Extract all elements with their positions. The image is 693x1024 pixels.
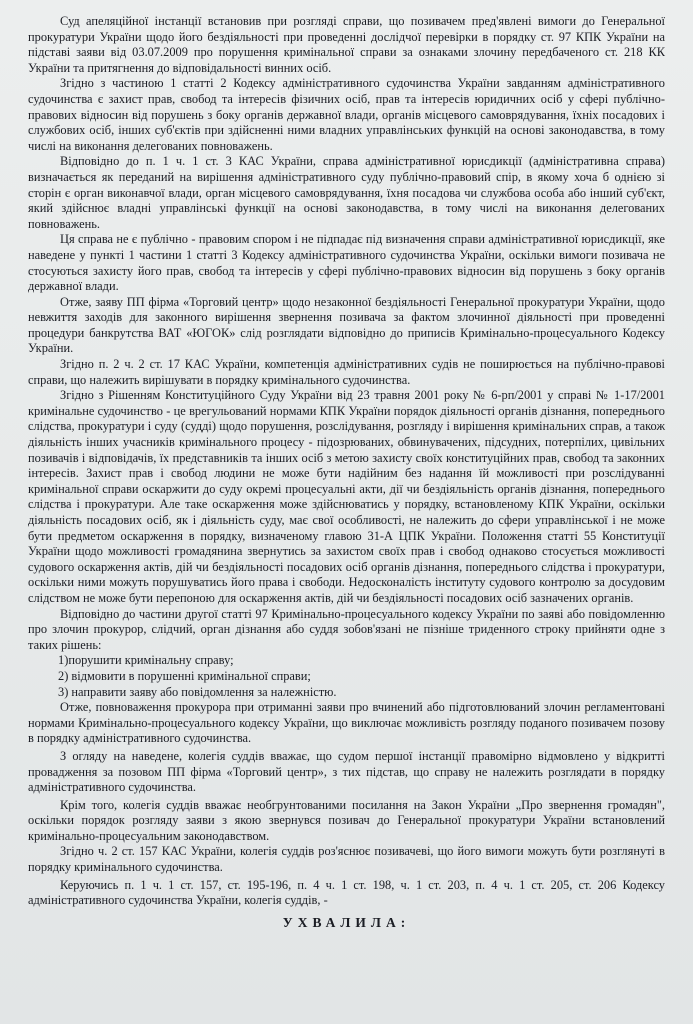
paragraph-first-instance-correct: З огляду на наведене, колегія суддів вважає, що судом першої інстанції правомірно відмовлено у відкритті провадження за позовом ПП фірма «Торговий центр», з тих підстав, що справу не належить розглядати в порядку адміністративного судочинства. — [28, 748, 665, 795]
list-item: 3) направити заяву або повідомлення за належністю. — [58, 684, 337, 699]
paragraph-guided-by: Керуючись п. 1 ч. 1 ст. 157, ст. 195-196, п. 4 ч. 1 ст. 198, ч. 1 ст. 203, п. 4 ч. 1 ст. 205, ст. 206 Кодексу адміністративного судочинства України, колегія суддів, - — [28, 877, 665, 908]
document-body — [28, 14, 665, 930]
paragraph-constitutional-court: Згідно з Рішенням Конституційного Суду України від 23 травня 2001 року № 6-рп/2001 у справі № 1-17/2001 кримінальне судочинство - це врегульований нормами КПК України порядок діяльності органів дізнання, попереднього слідства, прокуратури і суду (судді) щодо порушення, розслідування, розгляду і вирішення кримінальних справ, а також діяльність інших учасників кримінального процесу - підозрюваних, обвинувачених, підсудних, потерпілих, цивільних позивачів і відповідачів, їх представників та інших осіб з метою захисту своїх конституційних прав, свобод та законних інтересів. Захист прав і свобод людини не може бути надійним без надання їй можливості при розслідуванні кримінальної справи оскаржити до суду окремі процесуальні акти, дії чи бездіяльність органів дізнання, попереднього слідства і прокуратури. Але таке оскарження може здійснюватись у порядку, встановленому КПК України, оскільки діяльність посадових осіб, як і діяльність суду, має свої особливості, не належить до сфери управлінської і не може бути предметом оскарження в порядку, визначеному главою 31-А ЦПК України. Положення статті 55 Конституції України щодо можливості громадянина звернутись за захистом своїх прав і свобод однаково стосується можливості судового оскарження актів, дій чи бездіяльності посадових осіб органів дізнання, попереднього слідства і прокуратури, оскільки ними можуть порушуватись його права і свободи. Недосконалість інституту судового контролю за досудовим слідством не може бути перепоною для оскарження актів, дій чи бездіяльності посадових осіб зазначених органів. — [28, 388, 665, 605]
list-item: 1)порушити кримінальну справу; — [58, 653, 234, 668]
paragraph-appeal-findings: Суд апеляційної інстанції встановив при розгляді справи, що позивачем пред'явлені вимоги до Генеральної прокуратури України щодо його бездіяльності при проведенні дослідчої перевірки в порядку ст. 97 КПК України на підставі заяви від 03.07.2009 про порушення кримінальної справи за ознаками злочину передбаченого ст. 218 КК України та притягнення до відповідальності винних осіб. — [28, 14, 665, 75]
paragraph-citizens-appeals-law: Крім того, колегія суддів вважає необгрунтованими посилання на Закон України „Про звернення громадян", оскільки порядок розгляду заяви з якою звернувся позивач до Генеральної прокуратури України встановлений кримінально-процесуальним законодавством. — [28, 797, 665, 843]
list-item: 2) відмовити в порушенні кримінальної справи; — [58, 668, 311, 683]
paragraph-kas-article-2: Згідно з частиною 1 статті 2 Кодексу адміністративного судочинства України завданням адміністративного судочинства є захист прав, свобод та інтересів фізичних осіб, прав та інтересів юридичних осіб у сфері публічно-правових відносин від порушень з боку органів державної влади, органів місцевого самоврядування, їхніх посадових і службових осіб, інших суб'єктів при здійсненні ними владних управлінських функцій на основі законодавства, в тому числі на виконання делегованих повноважень. — [28, 76, 665, 153]
paragraph-kas-article-157: Згідно ч. 2 ст. 157 КАС України, колегія суддів роз'яснює позивачеві, що його вимоги можуть бути розглянуті в порядку кримінального судочинства. — [28, 844, 665, 875]
paragraph-prosecutor-powers: Отже, повноваження прокурора при отриманні заяви про вчинений або підготовлюваний злочин регламентовані нормами Кримінально-процесуального кодексу України, що виключає можливість розгляду поданого позивачем позову в порядку адміністративного судочинства. — [28, 700, 665, 746]
resolution-heading: УХВАЛИЛА: — [282, 914, 411, 930]
paragraph-kas-article-3: Відповідно до п. 1 ч. 1 ст. 3 КАС України, справа адміністративної юрисдикції (адміністративна справа) визначається як переданий на вирішення адміністративного суду публічно-правовий спір, в якому хоча б однією зі сторін є орган виконавчої влади, орган місцевого самоврядування, їхня посадова чи службова особа або інший суб'єкт, який здійснює владні управлінські функції на основі законодавства, в тому числі на виконання делегованих повноважень. — [28, 154, 665, 231]
paragraph-kpk-article-97: Відповідно до частини другої статті 97 Кримінально-процесуального кодексу України по заяві або повідомленню про злочин прокурор, слідчий, орган дізнання або суддя зобов'язані не пізніше триденного строку прийняти одне з таких рішень: — [28, 606, 665, 652]
paragraph-kas-article-17: Згідно п. 2 ч. 2 ст. 17 КАС України, компетенція адміністративних судів не поширюється на публічно-правові справи, що належить вирішувати в порядку кримінального судочинства. — [28, 357, 665, 387]
paragraph-not-public-dispute: Ця справа не є публічно - правовим спором і не підпадає під визначення справи адміністративної юрисдикції, яке наведене у пункті 1 частини 1 статті 3 Кодексу адміністративного судочинства України, оскільки вимоги позивача не стосуються захисту його прав, свобод та інтересів у сфері публічно-правових відносин від порушень з боку органів державної влади. — [28, 232, 665, 294]
paragraph-criminal-procedure: Отже, заяву ПП фірма «Торговий центр» щодо незаконної бездіяльності Генеральної прокуратури України, щодо невжиття заходів для законного вирішення звернення позивача за фактом злочинної діяльності при проведенні процедури банкрутства ВАТ «ЮГОК» слід розглядати відповідно до приписів Кримінально-процесуального Кодексу України. — [28, 294, 665, 356]
